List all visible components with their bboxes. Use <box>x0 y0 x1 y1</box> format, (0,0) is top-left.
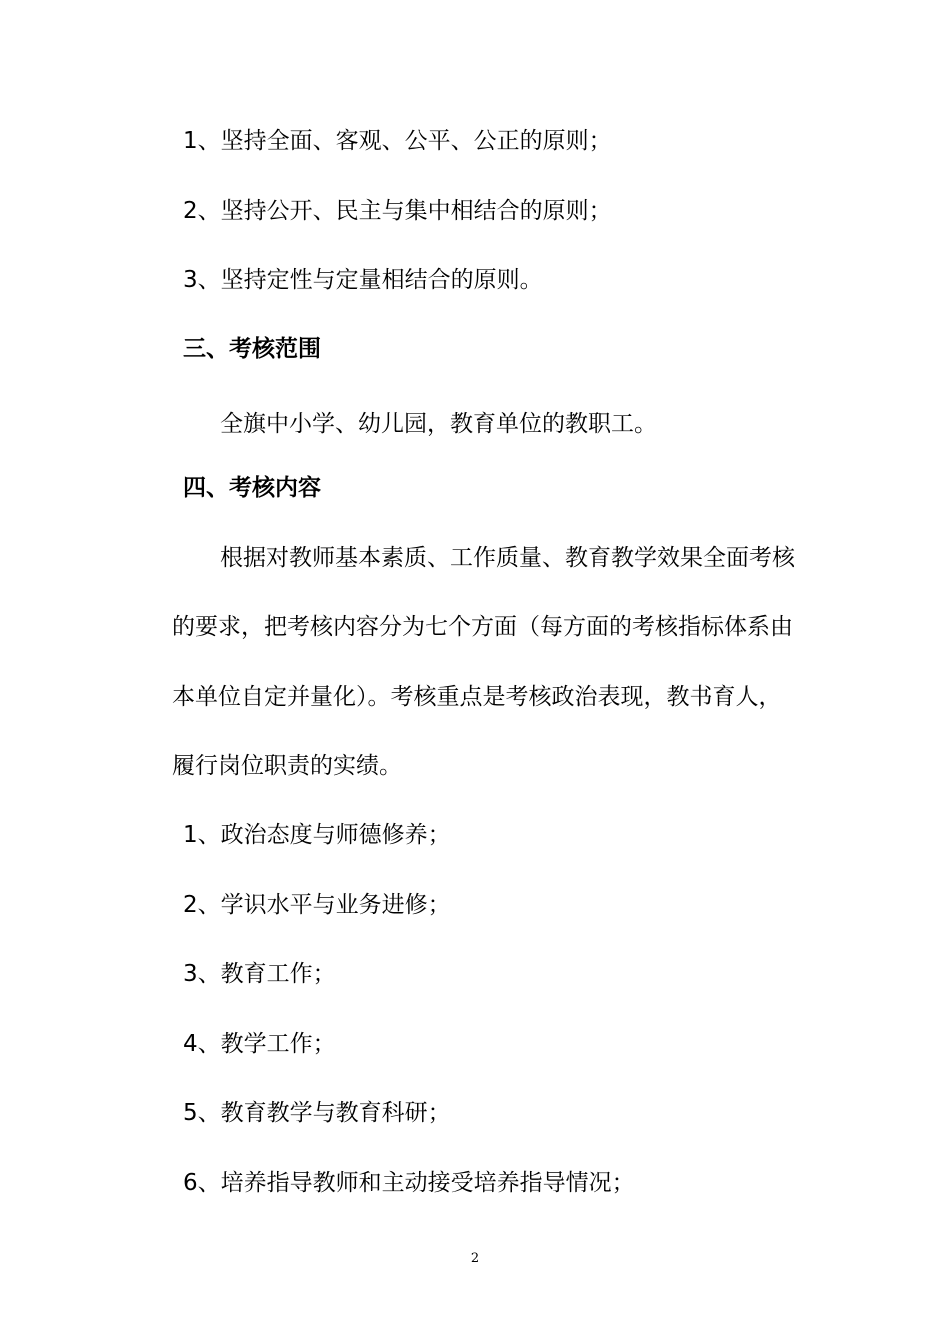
content-paragraph-line-3: 本单位自定并量化）。考核重点是考核政治表现，教书育人， <box>172 684 782 710</box>
principle-item-1: 1、坚持全面、客观、公平、公正的原则； <box>183 128 612 154</box>
scope-body: 全旗中小学、幼儿园，教育单位的教职工。 <box>220 411 657 437</box>
content-item-5: 5、教育教学与教育科研； <box>183 1100 451 1126</box>
content-item-4: 4、教学工作； <box>183 1031 336 1057</box>
principle-item-2: 2、坚持公开、民主与集中相结合的原则； <box>183 198 612 224</box>
content-paragraph-line-1: 根据对教师基本素质、工作质量、教育教学效果全面考核 <box>220 545 795 571</box>
content-item-6: 6、培养指导教师和主动接受培养指导情况； <box>183 1170 635 1196</box>
content-paragraph-line-2: 的要求，把考核内容分为七个方面（每方面的考核指标体系由 <box>172 614 793 640</box>
section-heading-scope: 三、考核范围 <box>183 336 321 362</box>
content-item-3: 3、教育工作； <box>183 961 336 987</box>
content-item-1: 1、政治态度与师德修养； <box>183 822 451 848</box>
content-paragraph-line-4: 履行岗位职责的实绩。 <box>172 753 402 779</box>
principle-item-3: 3、坚持定性与定量相结合的原则。 <box>183 267 543 293</box>
page-number: 2 <box>470 1251 480 1266</box>
content-item-2: 2、学识水平与业务进修； <box>183 892 451 918</box>
section-heading-content: 四、考核内容 <box>183 475 321 501</box>
